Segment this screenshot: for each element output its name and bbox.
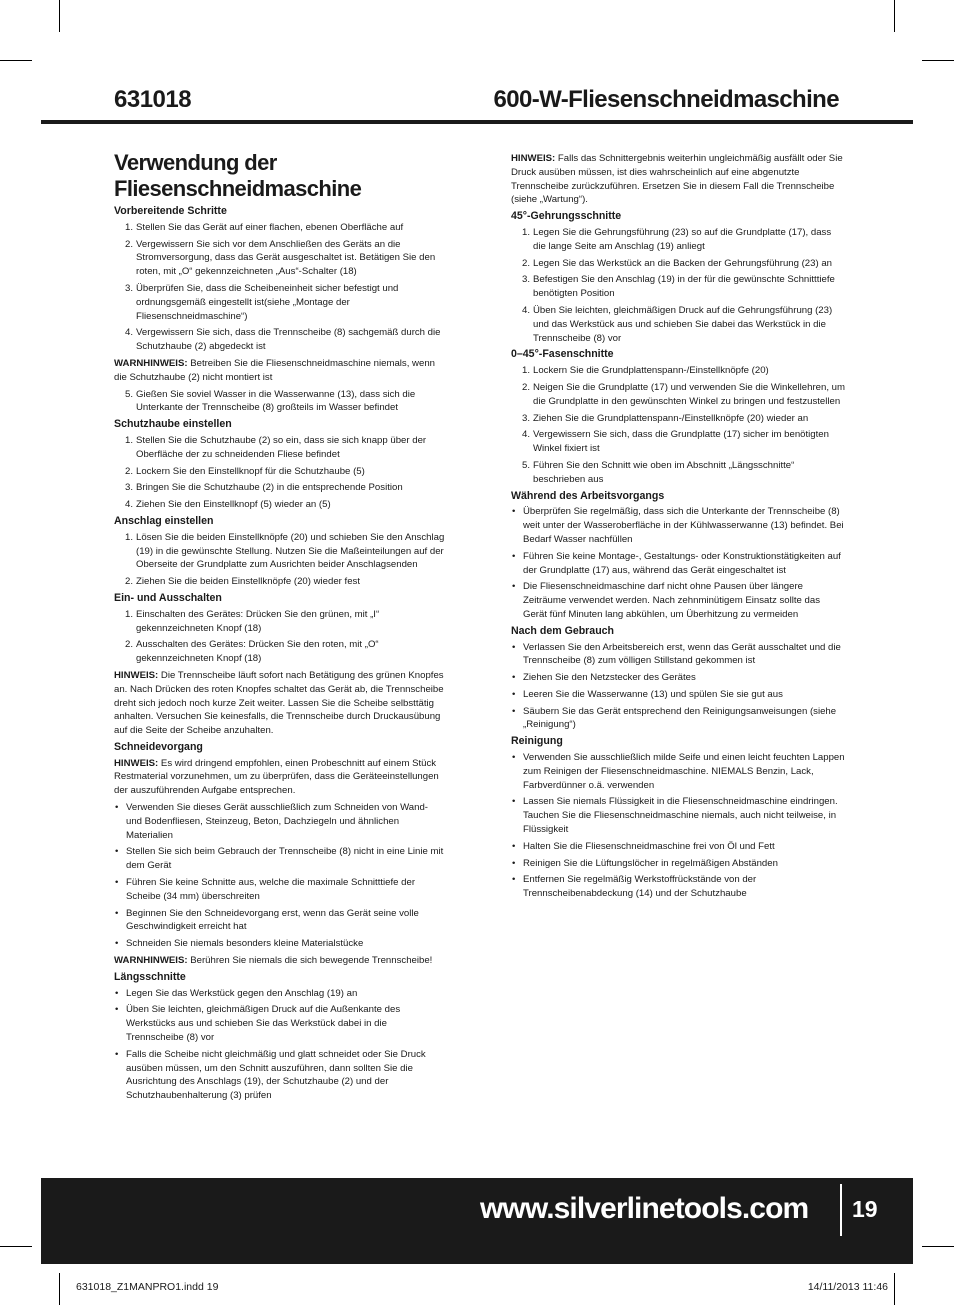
numbered-list — [511, 364, 845, 486]
heading-fasenschnitte: 0–45°-Fasenschnitte — [511, 348, 614, 361]
list-item: • Legen Sie das Werkstück gegen den Anschlag (19) an — [115, 987, 358, 999]
list-item: • Schneiden Sie niemals besonders kleine Materialstücke — [115, 938, 364, 950]
list-item: • Säubern Sie das Gerät entsprechend den Reinigungsanweisungen (siehe „Reinigung“) — [512, 705, 837, 731]
crop-mark — [894, 0, 895, 32]
slug-timestamp: 14/11/2013 11:46 — [807, 1281, 888, 1293]
list-item: • Entfernen Sie regelmäßig Werkstoffrückstände von der Trennscheibenabdeckung (14) und der Schutzhaube — [512, 874, 757, 900]
heading-schneidevorgang: Schneidevorgang — [114, 740, 203, 753]
crop-mark — [59, 0, 60, 32]
numbered-list — [114, 531, 446, 589]
list-item: 1. Stellen Sie das Gerät auf einer flachen, ebenen Oberfläche auf — [125, 221, 404, 233]
list-item: • Die Fliesenschneidmaschine darf nicht ohne Pausen über längere Zeiträume verwendet werden. Nach zehnminütigem Einsatz sollte das Gerät fünf Minuten lang abkühlen, um Überhitzung zu vermeiden — [512, 581, 821, 620]
bullet-list — [511, 641, 845, 733]
numbered-list — [114, 221, 446, 354]
crop-mark — [59, 1273, 60, 1305]
list-item: 1. Lockern Sie die Grundplattenspann-/Einstellknöpfe (20) — [522, 365, 769, 377]
list-item: • Falls die Scheibe nicht gleichmäßig und glatt schneidet oder Sie Druck ausüben müssen, um den Schnitt auszuführen, dann sollten Sie die Ausrichtung des Anschlags (19), der Schutzhaube (2) und der Schutzhaubenhalterung (3) prüfen — [115, 1048, 426, 1102]
heading-laengsschnitte: Längsschnitte — [114, 970, 186, 983]
list-item: • Leeren Sie die Wasserwanne (13) und spülen Sie sie gut aus — [512, 688, 783, 700]
list-item: • Verwenden Sie dieses Gerät ausschließlich zum Schneiden von Wand- und Bodenfliesen, Steinzeug, Beton, Dachziegeln und ähnlichen Materialien — [115, 802, 429, 841]
list-item: 1. Lösen Sie die beiden Einstellknöpfe (20) und schieben Sie den Anschlag (19) in die gewünschte Stellung. Nutzen Sie die Maßeinteilungen auf der Oberseite der Grundplatte zum Ausrichten beider Anschlagsenden — [125, 531, 445, 571]
right-column — [511, 152, 845, 904]
heading-nach-dem-gebrauch: Nach dem Gebrauch — [511, 624, 615, 637]
list-item: 4. Ziehen Sie den Einstellknopf (5) wieder an (5) — [125, 499, 331, 511]
crop-mark — [894, 1273, 895, 1305]
info-note: HINWEIS: Falls das Schnittergebnis weiterhin ungleichmäßig ausfällt oder Sie Druck ausüben müssen, ist dies wahrscheinlich auf eine abgenutzte Trennscheibe zurückzuführen. Ersetzen Sie in diesem Fall die Trennscheibe (siehe „Wartung“). — [511, 153, 843, 206]
heading-vorbereitende-schritte: Vorbereitende Schritte — [114, 205, 227, 217]
heading-schutzhaube-einstellen: Schutzhaube einstellen — [114, 418, 232, 431]
list-item: • Lassen Sie niemals Flüssigkeit in die Fliesenschneidmaschine eindringen. Tauchen Sie die Fliesenschneidmaschine niemals, auch nicht teilweise, in Flüssigkeit — [512, 796, 838, 836]
website-link[interactable]: www.silverlinetools.com — [480, 1192, 809, 1225]
crop-mark — [0, 1246, 32, 1247]
product-title: 600-W-Fliesenschneidmaschine — [493, 86, 839, 113]
header-rule — [41, 120, 913, 124]
heading-anschlag-einstellen: Anschlag einstellen — [114, 514, 214, 527]
section-title: Verwendung der Fliesenschneidmaschine — [114, 150, 362, 201]
list-item: 4. Vergewissern Sie sich, dass die Trennscheibe (8) sachgemäß durch die Schutzhaube (2) abgedeckt ist — [125, 327, 441, 353]
info-note: HINWEIS: Es wird dringend empfohlen, einen Probeschnitt auf einem Stück Restmaterial vorzunehmen, um zu überprüfen, dass die Geräteeinstellungen der auszuführenden Aufgabe entsprechen. — [114, 757, 439, 797]
list-item: 2. Legen Sie das Werkstück an die Backen der Gehrungsführung (23) an — [522, 257, 833, 269]
list-item: 3. Befestigen Sie den Anschlag (19) in der für die gewünschte Schnitttiefe benötigten Position — [522, 274, 835, 300]
numbered-list — [511, 226, 845, 345]
list-item: 1. Einschalten des Gerätes: Drücken Sie den grünen, mit „I“ gekennzeichneten Knopf (18) — [125, 608, 380, 634]
bullet-list — [114, 987, 446, 1103]
list-item: 2. Lockern Sie den Einstellknopf für die Schutzhaube (5) — [125, 465, 365, 477]
list-item: • Überprüfen Sie regelmäßig, dass sich die Unterkante der Trennscheibe (8) weit unter der Wasseroberfläche in der Kühlwasserwanne (13) befindet. Bei Bedarf Wasser nachfüllen — [512, 506, 844, 545]
bullet-list — [511, 751, 845, 901]
warning-note: WARNHINWEIS: Berühren Sie niemals die sich bewegende Trennscheibe! — [114, 955, 433, 967]
list-item: 1. Legen Sie die Gehrungsführung (23) so auf die Grundplatte (17), dass die lange Seite am Anschlag (19) anliegt — [522, 226, 832, 252]
heading-arbeitsvorgang: Während des Arbeitsvorgangs — [511, 489, 665, 502]
footer-divider — [840, 1184, 842, 1236]
list-item: • Halten Sie die Fliesenschneidmaschine frei von Öl und Fett — [512, 840, 775, 852]
info-note: HINWEIS: Die Trennscheibe läuft sofort nach Betätigung des grünen Knopfes an. Nach Drücken des roten Knopfes schaltet das Gerät ab, die Trennscheibe dreht sich jedoch noch kurze Zeit weiter. Lassen Sie die Scheibe selbsttätig anhalten. Versuchen Sie keinesfalls, die Trennscheibe durch Druckausübung auf die Seite der Scheibe anzuhalten. — [114, 669, 444, 737]
left-column — [114, 150, 446, 1106]
list-item: • Üben Sie leichten, gleichmäßigen Druck auf die Außenkante des Werkstücks aus und schieben Sie das Werkstück dabei in die Trennscheibe (8) vor — [115, 1004, 401, 1044]
list-item: 2. Ausschalten des Gerätes: Drücken Sie den roten, mit „O“ gekennzeichneten Knopf (18) — [125, 639, 379, 665]
list-item: 5. Führen Sie den Schnitt wie oben im Abschnitt „Längsschnitte“ beschrieben aus — [522, 459, 795, 485]
list-item: 1. Stellen Sie die Schutzhaube (2) so ein, dass sie sich knapp über der Oberfläche der zu schneidenden Fliese befindet — [125, 434, 427, 460]
list-item: 3. Ziehen Sie die Grundplattenspann-/Einstellknöpfe (20) wieder an — [522, 412, 809, 424]
heading-ein-ausschalten: Ein- und Ausschalten — [114, 591, 222, 604]
list-item: 2. Vergewissern Sie sich vor dem Anschließen des Geräts an die Stromversorgung, dass das Gerät ausgeschaltet ist. Betätigen Sie den roten, mit „O“ gekennzeichneten „Aus“-Schalter (18) — [125, 238, 436, 278]
crop-mark — [922, 60, 954, 61]
crop-mark — [0, 60, 32, 61]
product-code: 631018 — [114, 86, 192, 113]
list-item: • Reinigen Sie die Lüftungslöcher in regelmäßigen Abständen — [512, 857, 778, 869]
warning-note: WARNHINWEIS: Betreiben Sie die Fliesenschneidmaschine niemals, wenn die Schutzhaube (2) nicht montiert ist — [114, 357, 435, 383]
list-item: 3. Bringen Sie die Schutzhaube (2) in die entsprechende Position — [125, 482, 403, 494]
page-number: 19 — [852, 1196, 878, 1222]
list-item: • Beginnen Sie den Schneidevorgang erst, wenn das Gerät seine volle Geschwindigkeit erreicht hat — [115, 907, 419, 933]
crop-mark — [922, 1246, 954, 1247]
numbered-list — [114, 388, 446, 416]
list-item: • Führen Sie keine Montage-, Gestaltungs- oder Konstruktionstätigkeiten auf der Grundplatte (17) aus, während das Gerät eingeschaltet ist — [512, 550, 841, 576]
numbered-list — [114, 608, 446, 666]
list-item: 4. Vergewissern Sie sich, dass die Grundplatte (17) sicher im benötigten Winkel fixiert ist — [522, 429, 829, 455]
numbered-list — [114, 434, 446, 512]
heading-gehrungsschnitte: 45°-Gehrungsschnitte — [511, 210, 622, 223]
list-item: • Verwenden Sie ausschließlich milde Seife und einen leicht feuchten Lappen zum Reinigen der Fliesenschneidmaschine. NIEMALS Benzin, Lack, Farbverdünner o.ä. verwenden — [512, 752, 845, 791]
list-item: 5. Gießen Sie soviel Wasser in die Wasserwanne (13), dass sich die Unterkante der Trennscheibe (8) großteils im Wasser befindet — [125, 388, 416, 414]
list-item: • Ziehen Sie den Netzstecker des Gerätes — [512, 672, 696, 684]
list-item: 4. Üben Sie leichten, gleichmäßigen Druck auf die Gehrungsführung (23) und das Werkstück aus und schieben Sie dabei das Werkstück in die Trennscheibe (8) vor — [522, 304, 833, 344]
list-item: • Verlassen Sie den Arbeitsbereich erst, wenn das Gerät ausschaltet und die Trennscheibe (8) zum völligen Stillstand gekommen ist — [512, 641, 841, 667]
slug-filename: 631018_Z1MANPRO1.indd 19 — [76, 1281, 219, 1293]
list-item: • Stellen Sie sich beim Gebrauch der Trennscheibe (8) nicht in eine Linie mit dem Gerät — [115, 846, 444, 872]
bullet-list — [114, 801, 446, 951]
list-item: 3. Überprüfen Sie, dass die Scheibeneinheit sicher befestigt und ordnungsgemäß eingestellt ist(siehe „Montage der Fliesenschneidmaschine“) — [125, 282, 399, 322]
list-item: • Führen Sie keine Schnitte aus, welche die maximale Schnitttiefe der Scheibe (34 mm) überschreiten — [115, 877, 416, 902]
bullet-list — [511, 505, 845, 621]
list-item: 2. Neigen Sie die Grundplatte (17) und verwenden Sie die Winkellehren, um die Grundplatte in den gewünschten Winkel zu bringen und festzustellen — [522, 381, 845, 407]
list-item: 2. Ziehen Sie die beiden Einstellknöpfe (20) wieder fest — [125, 576, 360, 588]
heading-reinigung: Reinigung — [511, 735, 563, 748]
